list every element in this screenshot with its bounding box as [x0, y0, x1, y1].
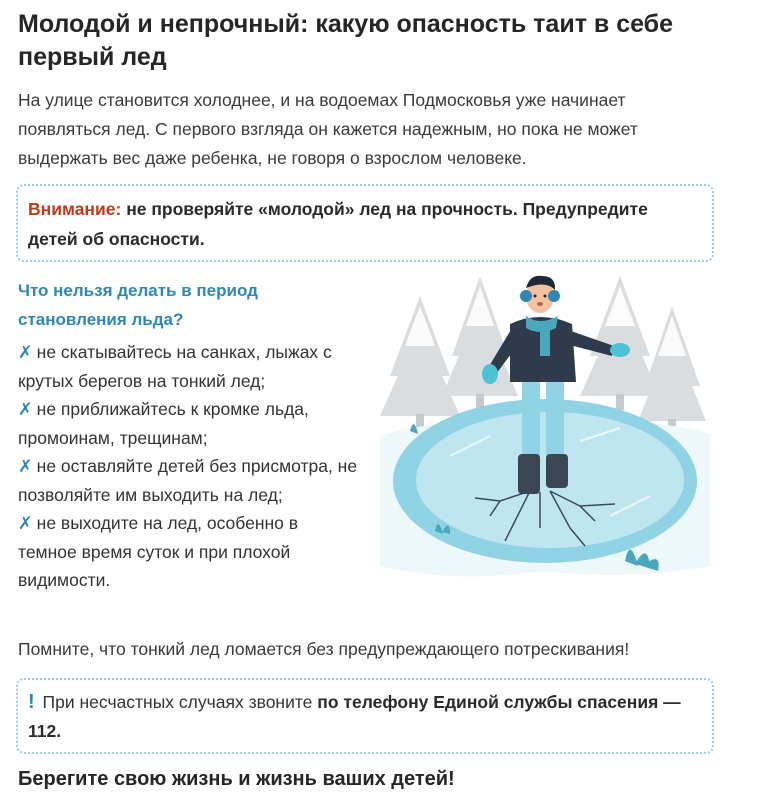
list-item	[18, 509, 358, 595]
rule-text: не выходите на лед, особенно в темное время суток и при плохой видимости.	[18, 513, 299, 590]
warning-box	[16, 184, 714, 262]
article-title: Молодой и непрочный: какую опасность таит в себе первый лед	[18, 10, 674, 71]
cross-icon: ✗	[18, 342, 33, 362]
remember-note: Помните, что тонкий лед ломается без предупреждающего потрескивания!	[18, 639, 630, 659]
cross-icon: ✗	[18, 513, 33, 533]
emergency-content	[28, 688, 688, 746]
rules-heading: Что нельзя делать в период становления льда?	[18, 281, 258, 329]
rules-list	[18, 338, 358, 595]
person-on-thin-ice-illustration	[380, 266, 710, 596]
warning-label: Внимание:	[28, 199, 122, 219]
emergency-phone: по телефону Единой службы спасения — 112.	[28, 692, 681, 741]
closing-line: Берегите свою жизнь и жизнь ваших детей!	[18, 768, 455, 790]
warning-content	[28, 194, 688, 254]
rule-text: не оставляйте детей без присмотра, не позволяйте им выходить на лед;	[18, 456, 358, 505]
rule-text: не приближайтесь к кромке льда, промоинам, трещинам;	[18, 399, 309, 448]
list-item	[18, 452, 358, 509]
list-item	[18, 395, 358, 452]
exclamation-icon: !	[28, 691, 35, 713]
rule-text: не скатывайтесь на санках, лыжах с крутых берегов на тонкий лед;	[18, 342, 332, 391]
list-item	[18, 338, 358, 395]
cross-icon: ✗	[18, 456, 33, 476]
emergency-text: При несчастных случаях звоните	[42, 692, 313, 712]
warning-text: не проверяйте «молодой» лед на прочность. Предупредите детей об опасности.	[28, 199, 648, 249]
emergency-box	[16, 678, 714, 754]
cross-icon: ✗	[18, 399, 33, 419]
article-intro: На улице становится холоднее, и на водоемах Подмосковья уже начинает появляться лед. С первого взгляда он кажется надежным, но пока не может выдержать вес даже ребенка, не говоря о взрослом человеке.	[18, 90, 638, 168]
